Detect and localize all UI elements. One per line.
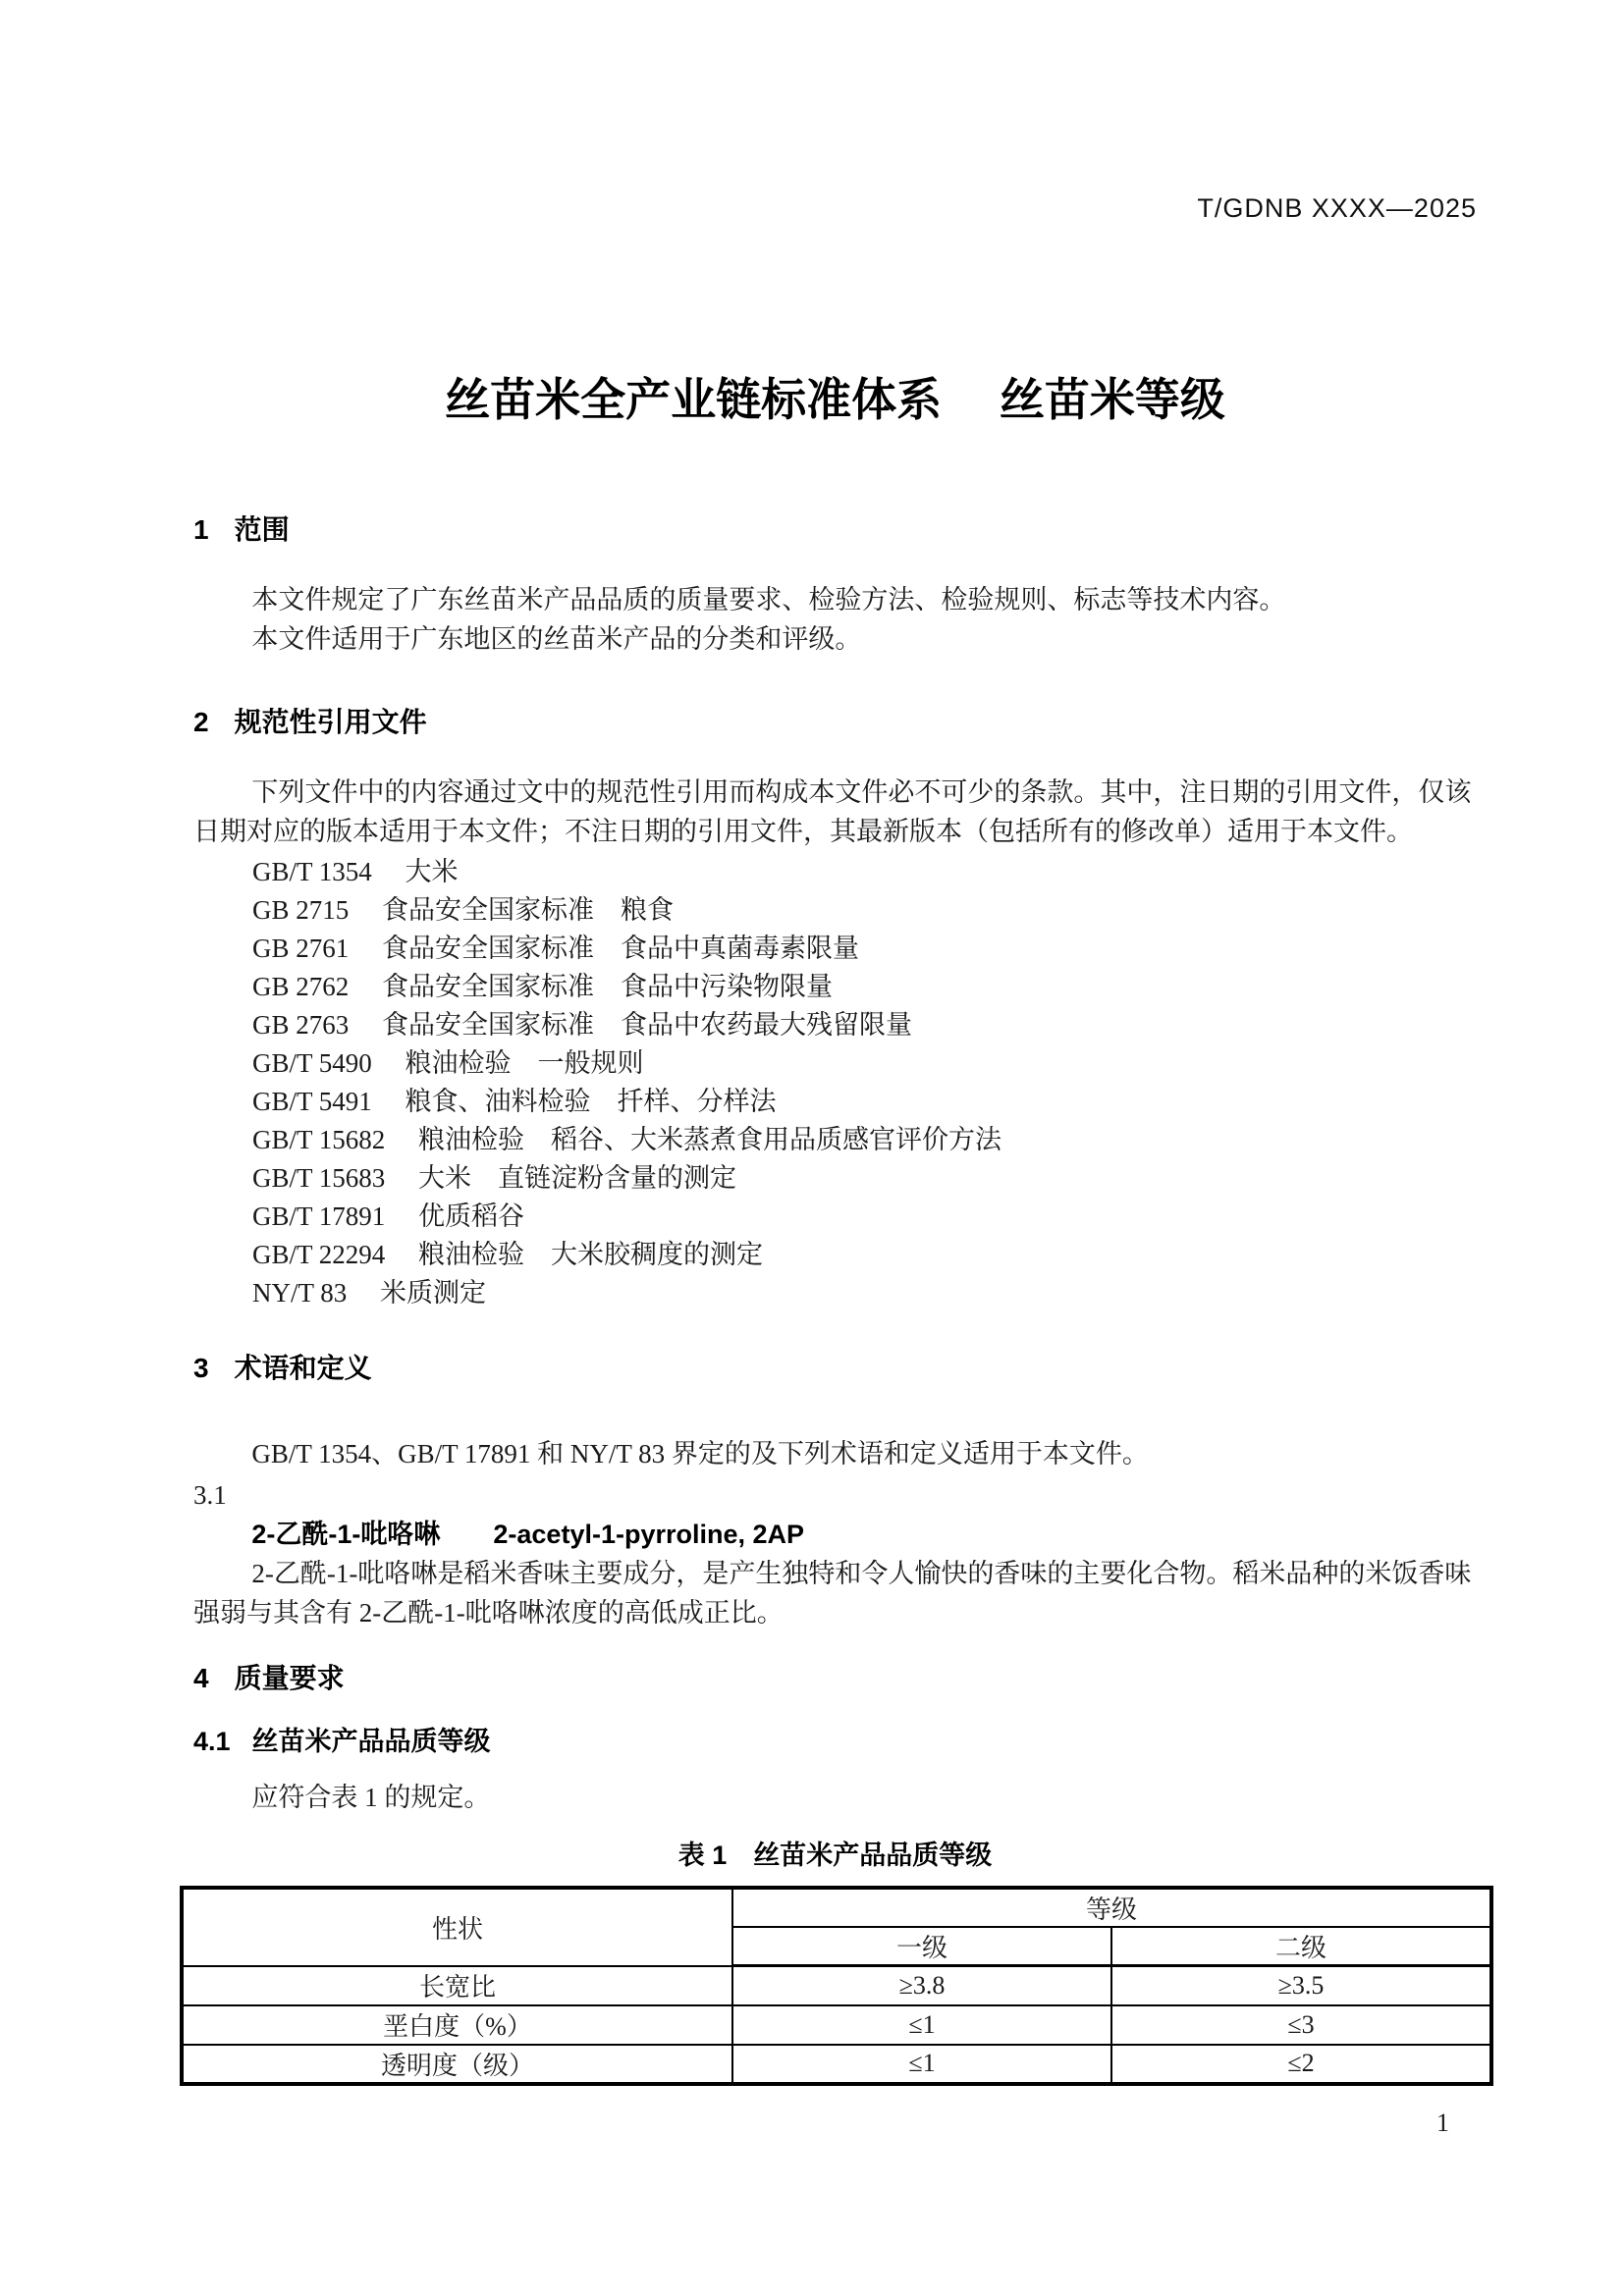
section-4-heading [193,1662,1477,1695]
grade-1-value-cell: ≤1 [732,2045,1111,2084]
table-row [182,2005,1491,2045]
section-2-number: 2 [193,707,209,737]
section-4-1-number: 4.1 [193,1727,231,1756]
grade-2-value-cell: ≤2 [1111,2045,1491,2084]
trait-name-cell: 长宽比 [182,1966,732,2005]
table-header-grade-group: 等级 [732,1888,1491,1927]
section-4-number: 4 [193,1663,209,1693]
reference-item: GB/T 5491 粮食、油料检验 扦样、分样法 [252,1087,777,1116]
grade-1-value-cell: ≤1 [732,2005,1111,2045]
section-1-title: 范围 [234,514,290,545]
standard-number: T/GDNB XXXX—2025 [1197,193,1477,223]
reference-item: GB/T 1354 大米 [252,857,459,886]
table-row [182,1966,1491,2005]
clause-3-1-number: 3.1 [193,1480,227,1510]
page-number: 1 [1436,2109,1449,2137]
section-4-1-paragraph: 应符合表 1 的规定。 [251,1783,491,1812]
section-4-title: 质量要求 [234,1663,345,1693]
table-header-grade-2: 二级 [1111,1927,1491,1966]
table-1-caption: 表 1 丝苗米产品品质等级 [677,1841,993,1870]
section-2-heading [193,706,1477,739]
section-4-1-heading [193,1725,1477,1758]
reference-item: GB/T 17891 优质稻谷 [252,1201,525,1231]
reference-item: GB/T 22294 粮油检验 大米胶稠度的测定 [252,1240,764,1269]
section-1-paragraph-1: 本文件规定了广东丝苗米产品品质的质量要求、检验方法、检验规则、标志等技术内容。 [251,585,1286,614]
section-1-heading [193,513,1477,547]
section-3-title: 术语和定义 [234,1353,372,1383]
reference-item: GB 2715 食品安全国家标准 粮食 [252,895,675,925]
grade-2-value-cell: ≥3.5 [1111,1966,1491,2005]
section-1-paragraph-2: 本文件适用于广东地区的丝苗米产品的分类和评级。 [251,624,862,654]
term-definition-title: 2-乙酰-1-吡咯啉 2-acetyl-1-pyrroline, 2AP [251,1520,805,1549]
reference-item: GB 2761 食品安全国家标准 食品中真菌毒素限量 [252,934,860,963]
section-2-intro: 下列文件中的内容通过文中的规范性引用而构成本文件必不可少的条款。其中，注日期的引用文件，仅该日期对应的版本适用于本文件；不注日期的引用文件，其最新版本（包括所有的修改单）适用于本文件。 [193,777,1472,846]
document-title: 丝苗米全产业链标准体系 丝苗米等级 [445,374,1225,425]
grade-2-value-cell: ≤3 [1111,2005,1491,2045]
section-1-number: 1 [193,514,209,545]
reference-item: GB/T 15682 粮油检验 稻谷、大米蒸煮食用品质感官评价方法 [252,1125,1002,1154]
section-3-heading [193,1352,1477,1385]
reference-item: GB/T 5490 粮油检验 一般规则 [252,1048,644,1078]
table-header-grade-1: 一级 [732,1927,1111,1966]
reference-item: NY/T 83 米质测定 [252,1278,487,1308]
section-3-intro: GB/T 1354、GB/T 17891 和 NY/T 83 界定的及下列术语和定义适用于本文件。 [251,1439,1149,1468]
table-header-trait: 性状 [182,1888,732,1966]
section-2-title: 规范性引用文件 [234,707,427,737]
reference-item: GB 2763 食品安全国家标准 食品中农药最大残留限量 [252,1010,913,1040]
grade-1-value-cell: ≥3.8 [732,1966,1111,2005]
trait-name-cell: 垩白度（%） [182,2005,732,2045]
section-3-number: 3 [193,1353,209,1383]
table-row [182,2045,1491,2084]
section-4-1-title: 丝苗米产品品质等级 [251,1727,491,1756]
table-1-grade-table [180,1886,1493,2086]
term-definition-body: 2-乙酰-1-吡咯啉是稻米香味主要成分，是产生独特和令人愉快的香味的主要化合物。稻米品种的米饭香味强弱与其含有 2-乙酰-1-吡咯啉浓度的高低成正比。 [193,1559,1472,1628]
normative-references-list [193,853,1477,1312]
reference-item: GB 2762 食品安全国家标准 食品中污染物限量 [252,972,834,1001]
trait-name-cell: 透明度（级） [182,2045,732,2084]
reference-item: GB/T 15683 大米 直链淀粉含量的测定 [252,1163,737,1193]
